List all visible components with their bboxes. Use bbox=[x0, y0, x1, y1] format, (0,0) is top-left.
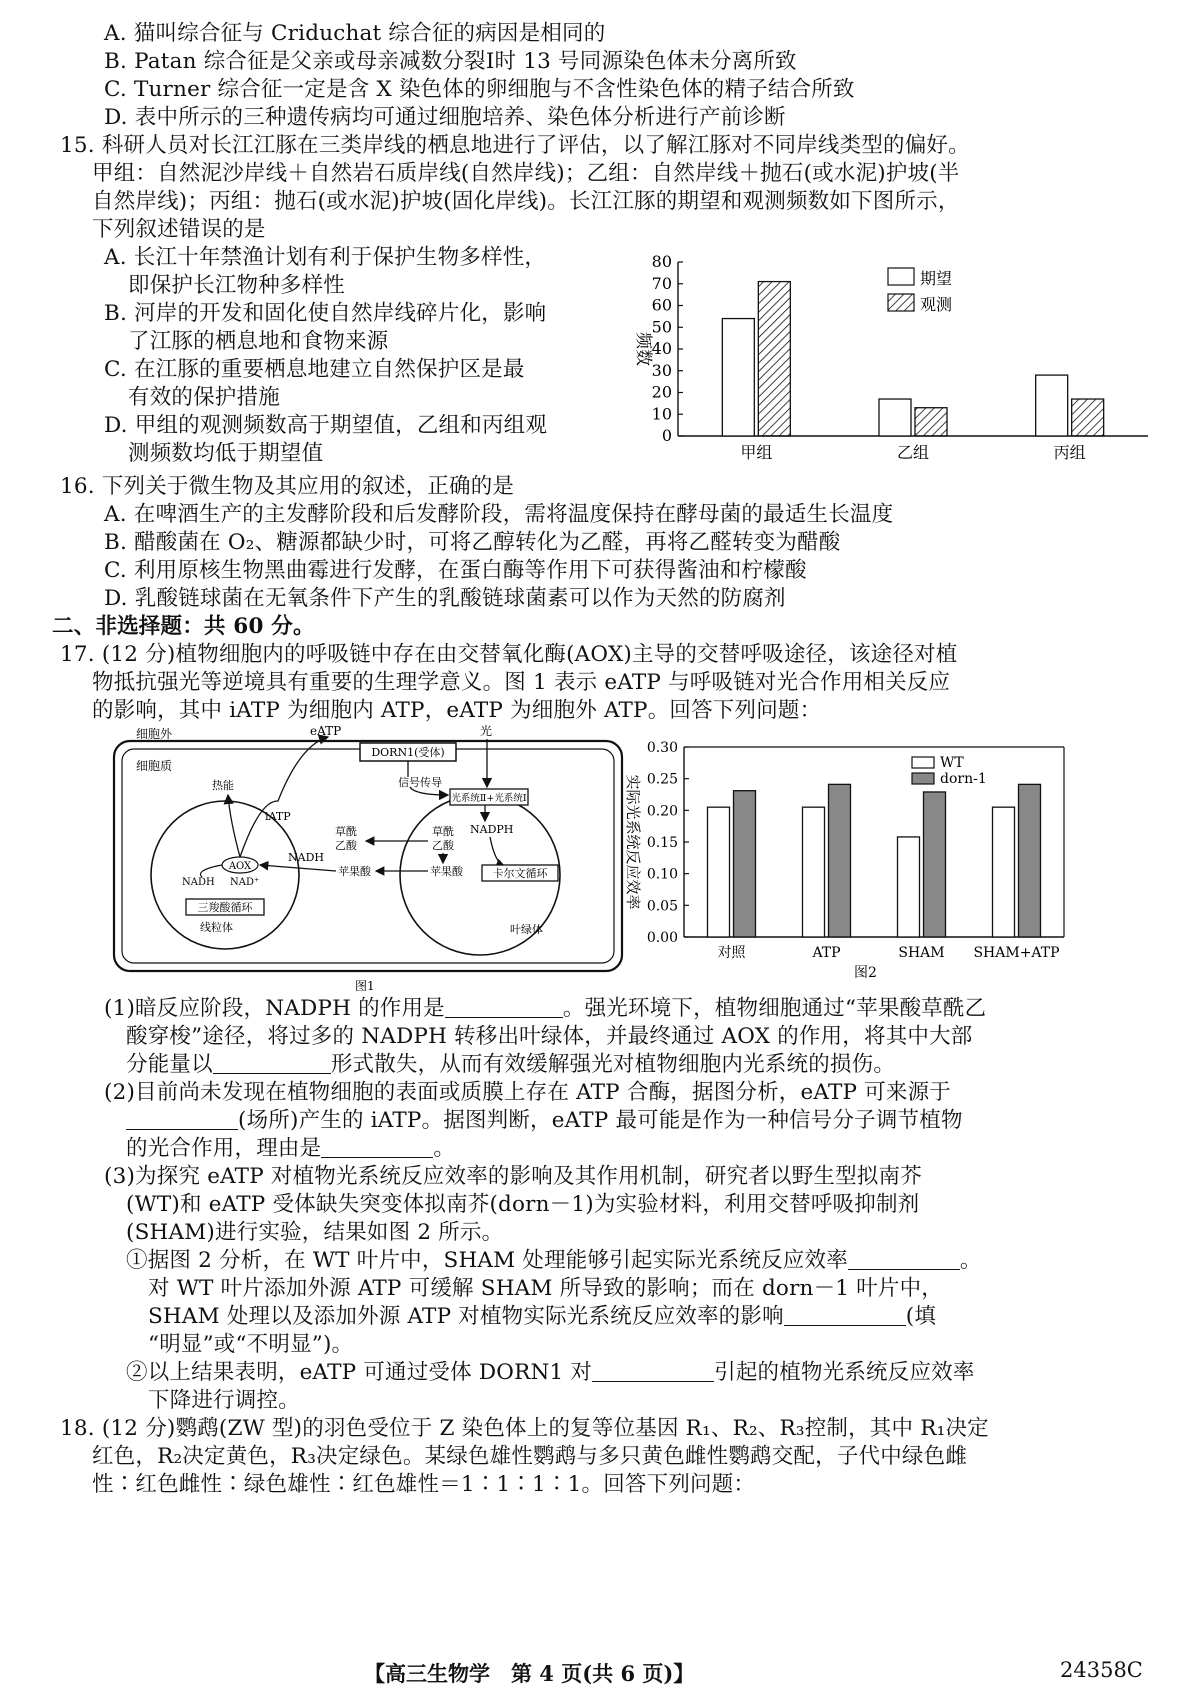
q17-part2-line3 bbox=[126, 1135, 455, 1163]
q17-part3-line1: (3)为探究 eATP 对植物光系统反应效率的影响及其作用机制，研究者以野生型拟南芥 bbox=[104, 1164, 922, 1189]
x-category-label: SHAM bbox=[898, 945, 945, 961]
label-oaa-chloroplast: 草酰 bbox=[432, 825, 454, 838]
bar-series-1 bbox=[879, 399, 911, 436]
y-tick-label: 80 bbox=[651, 252, 672, 271]
q15-option-b-cont: 了江豚的栖息地和食物来源 bbox=[128, 329, 389, 354]
chart-title: 图2 bbox=[854, 965, 877, 981]
q17-part1-line3 bbox=[126, 1051, 895, 1079]
legend-label: 期望 bbox=[920, 269, 953, 288]
q17-part3-line3: (SHAM)进行实验，结果如图 2 所示。 bbox=[126, 1220, 504, 1245]
page-footer-code: 24358C bbox=[1060, 1658, 1143, 1682]
y-tick-label: 20 bbox=[651, 382, 672, 402]
section-heading: 二、非选择题：共 60 分。 bbox=[52, 614, 315, 639]
bar-series-2 bbox=[915, 408, 947, 436]
bar-series-2 bbox=[758, 282, 790, 436]
q15-option-b: B. 河岸的开发和固化使自然岸线碎片化，影响 bbox=[104, 301, 547, 326]
legend-swatch bbox=[912, 773, 934, 784]
efficiency-bar-chart bbox=[620, 735, 1080, 985]
q17-part1-text: 。强光环境下，植物细胞通过“苹果酸草酰乙 bbox=[562, 996, 987, 1021]
label-nadph: NADPH bbox=[470, 823, 514, 836]
label-eatp: eATP bbox=[310, 724, 342, 738]
q17-part3-text: (填 bbox=[905, 1304, 937, 1329]
q15-option-d-cont: 测频数均低于期望值 bbox=[128, 441, 324, 466]
y-tick-label: 0.30 bbox=[646, 740, 678, 756]
q14-option-b: B. Patan 综合征是父亲或母亲减数分裂Ⅰ时 13 号同源染色体未分离所致 bbox=[104, 49, 797, 74]
q17-part2-text: 。 bbox=[433, 1136, 456, 1161]
y-axis-label: 频数 bbox=[633, 332, 653, 366]
q18-stem-line: 18. (12 分)鹦鹉(ZW 型)的羽色受位于 Z 染色体上的复等位基因 R₁、R₂、R₃控制，其中 R₁决定 bbox=[60, 1416, 989, 1441]
q17-part2-text: 的光合作用，理由是 bbox=[126, 1136, 322, 1161]
bar-series-2 bbox=[924, 792, 946, 937]
bar-series-1 bbox=[708, 807, 730, 937]
q15-stem-line: 下列叙述错误的是 bbox=[92, 217, 266, 242]
legend-label: dorn-1 bbox=[940, 771, 987, 787]
bar-series-2 bbox=[734, 791, 756, 937]
label-nadh: NADH bbox=[182, 877, 215, 888]
answer-blank bbox=[592, 1361, 714, 1382]
label-nadh-transfer: NADH bbox=[288, 851, 324, 864]
legend-label: 观测 bbox=[920, 295, 953, 314]
q17-part3-text: ②以上结果表明，eATP 可通过受体 DORN1 对 bbox=[126, 1360, 593, 1385]
q15-option-d: D. 甲组的观测频数高于期望值，乙组和丙组观 bbox=[104, 413, 548, 438]
figure1-caption: 图1 bbox=[355, 979, 375, 993]
y-tick-label: 30 bbox=[651, 360, 672, 380]
legend-swatch bbox=[912, 757, 934, 768]
label-oaa-cytoplasm: 草酰 bbox=[335, 825, 357, 838]
y-axis-label: 实际光系统反应效率 bbox=[624, 774, 642, 910]
answer-blank bbox=[213, 1053, 331, 1074]
y-tick-label: 0.15 bbox=[646, 835, 678, 851]
q16-stem: 16. 下列关于微生物及其应用的叙述，正确的是 bbox=[60, 474, 515, 499]
q17-stem-line: 的影响，其中 iATP 为细胞内 ATP，eATP 为细胞外 ATP。回答下列问题： bbox=[92, 698, 822, 723]
label-mitochondrion: 线粒体 bbox=[200, 921, 233, 934]
label-nad: NAD⁺ bbox=[230, 877, 260, 888]
q17-part1-text: (1)暗反应阶段，NADPH 的作用是 bbox=[104, 996, 445, 1021]
answer-blank bbox=[848, 1249, 960, 1270]
q16-option-b: B. 醋酸菌在 O₂、糖源都缺少时，可将乙醇转化为乙醛，再将乙醛转变为醋酸 bbox=[104, 530, 841, 555]
answer-blank bbox=[784, 1305, 906, 1326]
x-category-label: 对照 bbox=[717, 945, 746, 961]
q15-stem-line: 15. 科研人员对长江江豚在三类岸线的栖息地进行了评估，以了解江豚对不同岸线类型的偏好。 bbox=[60, 133, 970, 158]
y-tick-label: 0.20 bbox=[646, 803, 678, 820]
q17-stem-line: 物抵抗强光等逆境具有重要的生理学意义。图 1 表示 eATP 与呼吸链对光合作用相关反应 bbox=[92, 670, 951, 695]
q14-option-d: D. 表中所示的三种遗传病均可通过细胞培养、染色体分析进行产前诊断 bbox=[104, 105, 786, 130]
q14-option-a: A. 猫叫综合征与 Criduchat 综合征的病因是相同的 bbox=[104, 21, 606, 46]
label-cell-exterior: 细胞外 bbox=[136, 727, 173, 741]
q17-part2-text: (场所)产生的 iATP。据图判断，eATP 最可能是作为一种信号分子调节植物 bbox=[238, 1108, 963, 1133]
q17-part3-text: SHAM 处理以及添加外源 ATP 对植物实际光系统反应效率的影响 bbox=[148, 1304, 784, 1329]
bar-series-1 bbox=[898, 837, 920, 937]
q17-part1-text: 分能量以 bbox=[126, 1052, 213, 1077]
q17-part3-text: 引起的植物光系统反应效率 bbox=[714, 1360, 975, 1385]
legend-label: WT bbox=[940, 755, 964, 771]
y-tick-label: 40 bbox=[651, 339, 672, 358]
legend-swatch bbox=[888, 268, 914, 285]
label-malate-cytoplasm: 苹果酸 bbox=[338, 865, 371, 878]
bar-series-1 bbox=[993, 807, 1015, 937]
q17-part3-line9: 下降进行调控。 bbox=[148, 1388, 300, 1413]
y-tick-label: 0.05 bbox=[646, 898, 678, 915]
q17-part3-line6 bbox=[148, 1303, 936, 1331]
q16-option-a: A. 在啤酒生产的主发酵阶段和后发酵阶段，需将温度保持在酵母菌的最适生长温度 bbox=[104, 502, 894, 527]
answer-blank bbox=[126, 1109, 238, 1130]
x-category-label: 乙组 bbox=[896, 443, 930, 462]
q17-part3-line8 bbox=[126, 1359, 975, 1387]
q17-part1-line1 bbox=[104, 995, 986, 1023]
label-oaa-chloroplast-2: 乙酸 bbox=[432, 839, 454, 852]
q17-part2-line2 bbox=[126, 1107, 963, 1135]
label-aox: AOX bbox=[228, 861, 252, 872]
x-category-label: 甲组 bbox=[740, 443, 773, 462]
label-cytoplasm: 细胞质 bbox=[136, 759, 173, 773]
q15-option-a-cont: 即保护长江物种多样性 bbox=[128, 273, 346, 298]
x-category-label: ATP bbox=[812, 945, 841, 961]
y-tick-label: 0.10 bbox=[646, 866, 678, 883]
bar-series-2 bbox=[1072, 399, 1104, 436]
q15-option-c-cont: 有效的保护措施 bbox=[128, 385, 280, 410]
page-footer-title: 【高三生物学 第 4 页(共 6 页)】 bbox=[364, 1661, 695, 1686]
q14-option-c: C. Turner 综合征一定是含 X 染色体的卵细胞与不含性染色体的精子结合所致 bbox=[104, 77, 855, 102]
label-oaa-cytoplasm-2: 乙酸 bbox=[335, 839, 357, 852]
y-tick-label: 50 bbox=[651, 317, 672, 337]
x-category-label: SHAM+ATP bbox=[973, 945, 1060, 961]
q17-part1-text: 形式散失，从而有效缓解强光对植物细胞内光系统的损伤。 bbox=[330, 1052, 896, 1077]
q16-option-c: C. 利用原核生物黑曲霉进行发酵，在蛋白酶等作用下可获得酱油和柠檬酸 bbox=[104, 558, 807, 583]
answer-blank bbox=[321, 1137, 433, 1158]
label-calvin-cycle: 卡尔文循环 bbox=[492, 867, 548, 880]
label-receptor: DORN1(受体) bbox=[371, 746, 445, 759]
q17-part1-line2: 酸穿梭”途径，将过多的 NADPH 转移出叶绿体，并最终通过 AOX 的作用，将其中大部 bbox=[126, 1024, 973, 1049]
q15-option-c: C. 在江豚的重要栖息地建立自然保护区是最 bbox=[104, 357, 525, 382]
q17-part3-text: 。 bbox=[959, 1248, 982, 1273]
q18-stem-line: 性∶红色雌性∶绿色雄性∶红色雄性＝1∶1∶1∶1。回答下列问题： bbox=[92, 1472, 756, 1497]
q17-part3-line5: 对 WT 叶片添加外源 ATP 可缓解 SHAM 所导致的影响；而在 dorn－1 叶片中， bbox=[148, 1276, 944, 1301]
bar-series-2 bbox=[1019, 784, 1041, 937]
q17-part3-line4 bbox=[126, 1247, 982, 1275]
q15-stem-line: 甲组：自然泥沙岸线＋自然岩石质岸线(自然岸线)；乙组：自然岸线＋抛石(或水泥)护坡(半 bbox=[92, 161, 960, 186]
label-light: 光 bbox=[480, 724, 493, 738]
q17-part3-line2: (WT)和 eATP 受体缺失突变体拟南芥(dorn－1)为实验材料，利用交替呼吸抑制剂 bbox=[126, 1192, 920, 1217]
y-tick-label: 0.25 bbox=[646, 771, 678, 788]
label-signal: 信号传导 bbox=[398, 776, 442, 789]
label-malate-chloroplast: 苹果酸 bbox=[430, 865, 463, 878]
frequency-bar-chart bbox=[633, 252, 1160, 482]
q17-stem-line: 17. (12 分)植物细胞内的呼吸链中存在由交替氧化酶(AOX)主导的交替呼吸途径，该途径对植 bbox=[60, 642, 958, 667]
bar-series-1 bbox=[803, 807, 825, 937]
answer-blank bbox=[445, 997, 563, 1018]
y-tick-label: 0 bbox=[661, 426, 672, 445]
y-tick-label: 0.00 bbox=[646, 930, 678, 946]
q17-part2-line1: (2)目前尚未发现在植物细胞的表面或质膜上存在 ATP 合酶，据图分析，eATP 可来源于 bbox=[104, 1080, 951, 1105]
q18-stem-line: 红色，R₂决定黄色，R₃决定绿色。某绿色雄性鹦鹉与多只黄色雌性鹦鹉交配，子代中绿色雌 bbox=[92, 1444, 968, 1469]
q17-part3-line7: “明显”或“不明显”)。 bbox=[148, 1332, 354, 1357]
bar-series-2 bbox=[829, 784, 851, 937]
y-tick-label: 70 bbox=[651, 273, 672, 293]
label-tca-cycle: 三羧酸循环 bbox=[197, 901, 253, 914]
y-tick-label: 60 bbox=[651, 295, 672, 315]
bar-series-1 bbox=[722, 319, 754, 436]
label-chloroplast: 叶绿体 bbox=[510, 923, 543, 936]
q15-option-a: A. 长江十年禁渔计划有利于保护生物多样性， bbox=[104, 245, 547, 270]
bar-series-1 bbox=[1036, 375, 1068, 436]
legend-swatch bbox=[888, 294, 914, 311]
figure1-diagram bbox=[110, 725, 630, 995]
q17-part3-text: ①据图 2 分析，在 WT 叶片中，SHAM 处理能够引起实际光系统反应效率 bbox=[126, 1248, 848, 1273]
x-category-label: 丙组 bbox=[1053, 443, 1086, 462]
label-heat: 热能 bbox=[212, 779, 234, 792]
q15-stem-line: 自然岸线)；丙组：抛石(或水泥)护坡(固化岸线)。长江江豚的期望和观测频数如下图所示， bbox=[92, 189, 960, 214]
y-tick-label: 10 bbox=[651, 404, 672, 424]
label-photosystem: 光系统Ⅱ+光系统Ⅰ bbox=[451, 793, 527, 804]
label-iatp: iATP bbox=[265, 810, 291, 823]
q16-option-d: D. 乳酸链球菌在无氧条件下产生的乳酸链球菌素可以作为天然的防腐剂 bbox=[104, 586, 786, 611]
